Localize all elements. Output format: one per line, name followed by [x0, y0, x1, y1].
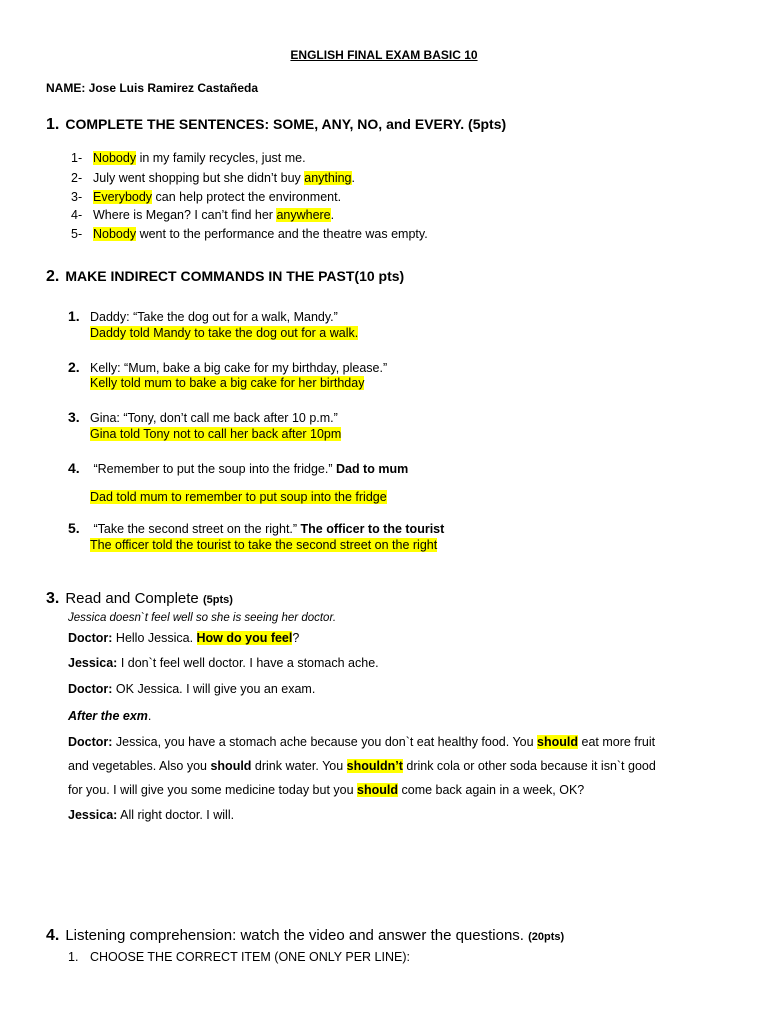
section-3-heading: 3. Read and Complete (5pts) [46, 590, 233, 607]
question-number: 1. [68, 308, 80, 324]
dialogue-line-1: Doctor: Hello Jessica. How do you feel? [68, 631, 300, 645]
command-question [68, 359, 387, 375]
answer-highlight: anything [304, 171, 352, 185]
answer-highlight: Nobody [93, 151, 137, 165]
question-text: Kelly: “Mum, bake a big cake for my birthday, please.” [90, 361, 388, 375]
command-answer [90, 427, 341, 441]
after-exam-label: After the exm. [68, 709, 152, 723]
answer-highlight: Everybody [93, 190, 153, 204]
sentence-item [71, 151, 306, 165]
sentence-text: can help protect the environment. [152, 190, 342, 204]
sentence-number: 4- [71, 208, 83, 222]
command-question [68, 460, 408, 476]
sentence-text: . [351, 171, 355, 185]
command-answer [90, 376, 364, 390]
answer-highlight: anywhere [276, 208, 331, 222]
command-answer [90, 538, 437, 552]
dialogue-line-3: Doctor: OK Jessica. I will give you an exam. [68, 682, 316, 696]
question-number: 2. [68, 359, 80, 375]
answer-highlight: Daddy told Mandy to take the dog out for a walk. [90, 326, 359, 340]
answer-highlight: Kelly told mum to bake a big cake for her birthday [90, 376, 365, 390]
sentence-text: . [330, 208, 335, 222]
question-text: Daddy: “Take the dog out for a walk, Mandy.” [90, 310, 338, 324]
answer-highlight: Nobody [93, 227, 137, 241]
answer-highlight: Gina told Tony not to call her back after 10pm [90, 427, 342, 441]
section-1-heading: 1. COMPLETE THE SENTENCES: SOME, ANY, NO, and EVERY. (5pts) [46, 116, 507, 133]
sentence-number: 3- [71, 190, 83, 204]
sentence-item [71, 190, 341, 204]
sentence-text: July went shopping but she didn’t buy [93, 171, 305, 185]
question-number: 4. [68, 460, 80, 476]
question-number: 3. [68, 409, 80, 425]
sentence-item [71, 227, 428, 241]
exam-title: ENGLISH FINAL EXAM BASIC 10 [290, 48, 478, 62]
student-name: NAME: Jose Luis Ramirez Castañeda [46, 81, 259, 95]
section-4-heading: 4. Listening comprehension: watch the video and answer the questions. (20pts) [46, 927, 565, 944]
sentence-text: Where is Megan? I can’t find her [93, 208, 277, 222]
sentence-text: went to the performance and the theatre was empty. [136, 227, 428, 241]
question-text: Gina: “Tony, don’t call me back after 10 p.m.” [90, 411, 338, 425]
sentence-text: in my family recycles, just me. [136, 151, 306, 165]
sentence-item [71, 171, 355, 185]
question-number: 5. [68, 520, 80, 536]
dialogue-intro: Jessica doesn`t feel well so she is seeing her doctor. [68, 612, 337, 624]
dialogue-line-2: Jessica: I don`t feel well doctor. I have a stomach ache. [68, 656, 379, 670]
dialogue-line-5: Jessica: All right doctor. I will. [68, 808, 235, 822]
command-answer [90, 326, 358, 340]
section-4-subitem: 1. CHOOSE THE CORRECT ITEM (ONE ONLY PER LINE): [68, 950, 410, 964]
dialogue-paragraph-line-2: and vegetables. Also you should drink water. You shouldn’t drink cola or other soda because it isn`t good [68, 759, 656, 773]
answer-highlight: The officer told the tourist to take the second street on the right [90, 538, 438, 552]
sentence-item [71, 208, 334, 222]
sentence-number: 2- [71, 171, 83, 185]
command-question [68, 308, 338, 324]
question-text: “Take the second street on the right.” [90, 522, 301, 536]
command-question [68, 409, 338, 425]
dialogue-paragraph-line-1: Doctor: Jessica, you have a stomach ache because you don`t eat healthy food. You should eat more fruit [68, 735, 656, 749]
command-question [68, 520, 444, 536]
sentence-number: 1- [71, 151, 83, 165]
question-speakers: The officer to the tourist [300, 522, 445, 536]
dialogue-paragraph-line-3: for you. I will give you some medicine today but you should come back again in a week, OK? [68, 783, 585, 797]
question-speakers: Dad to mum [335, 462, 409, 476]
section-2-heading: 2. MAKE INDIRECT COMMANDS IN THE PAST(10 pts) [46, 268, 405, 285]
answer-highlight: Dad told mum to remember to put soup into the fridge [90, 490, 387, 504]
question-text: “Remember to put the soup into the fridge.” [90, 462, 336, 476]
sentence-number: 5- [71, 227, 83, 241]
command-answer [90, 490, 387, 504]
